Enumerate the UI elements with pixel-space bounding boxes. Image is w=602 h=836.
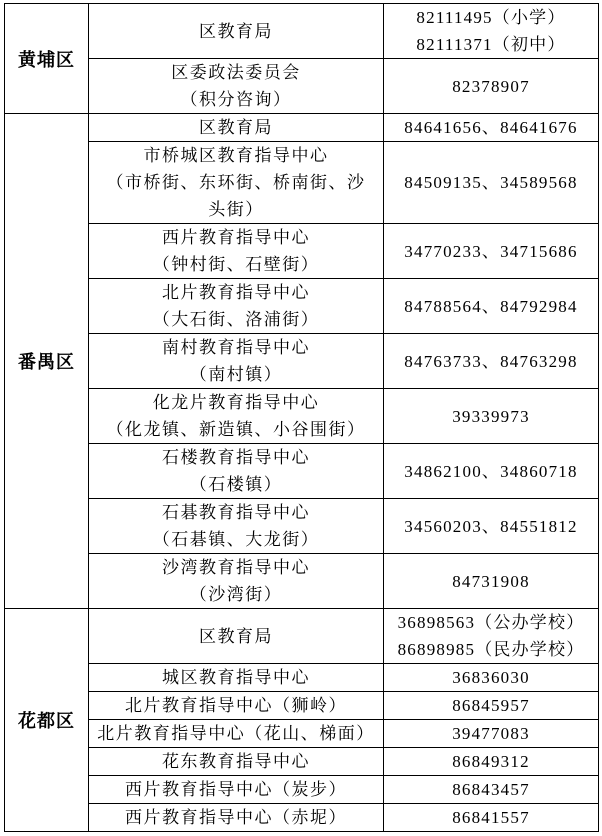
table-row [5, 776, 599, 804]
organization-name-line: 头街） [208, 200, 264, 219]
organization-name-line: （钟村街、石壁街） [152, 255, 320, 274]
table-row [5, 224, 599, 279]
organization-cell [89, 389, 384, 444]
organization-name-line: （积分咨询） [180, 90, 292, 109]
phone-cell [384, 334, 599, 389]
organization-name-line: 城区教育指导中心 [162, 668, 310, 687]
phone-number-line: 82111371（初中） [416, 35, 566, 54]
phone-cell [384, 748, 599, 776]
organization-name-line: 西片教育指导中心（赤坭） [125, 808, 347, 827]
table-row [5, 664, 599, 692]
contact-table-body [5, 4, 599, 832]
document-page [4, 3, 598, 832]
district-name-cell: 花都区 [5, 609, 89, 832]
table-row [5, 444, 599, 499]
organization-name-line: 石楼教育指导中心 [162, 448, 310, 467]
table-row [5, 804, 599, 832]
phone-cell [384, 664, 599, 692]
phone-number-line: 39477083 [452, 724, 530, 743]
table-row [5, 389, 599, 444]
table-row [5, 114, 599, 142]
organization-name-line: 市桥城区教育指导中心 [143, 146, 329, 165]
table-row [5, 334, 599, 389]
phone-cell [384, 554, 599, 609]
organization-name-line: 南村教育指导中心 [162, 338, 310, 357]
phone-cell [384, 142, 599, 224]
phone-number-line: 84509135、34589568 [404, 173, 578, 192]
phone-number-line: 86849312 [452, 752, 530, 771]
phone-number-line: 86843457 [452, 780, 530, 799]
organization-name-line: 区教育局 [199, 118, 273, 137]
phone-cell [384, 609, 599, 664]
organization-cell [89, 444, 384, 499]
phone-number-line: 39339973 [452, 406, 530, 426]
phone-number-line: 34560203、84551812 [404, 516, 578, 536]
organization-name-line: （化龙镇、新造镇、小谷围街） [106, 420, 366, 439]
organization-cell [89, 59, 384, 114]
table-row [5, 279, 599, 334]
organization-name-line: （石楼镇） [189, 475, 283, 494]
organization-name-line: 化龙片教育指导中心 [152, 393, 320, 412]
phone-cell [384, 59, 599, 114]
district-name-cell: 番禺区 [5, 114, 89, 609]
phone-cell [384, 499, 599, 554]
organization-name-line: （市桥街、东环街、桥南街、沙 [106, 173, 366, 192]
table-row [5, 499, 599, 554]
organization-name-line: （沙湾街） [189, 585, 283, 604]
organization-name-line: 北片教育指导中心（花山、梯面） [97, 724, 375, 743]
organization-cell [89, 609, 384, 664]
phone-cell [384, 114, 599, 142]
contact-table [4, 3, 599, 832]
phone-cell [384, 279, 599, 334]
phone-number-line: 84731908 [452, 571, 530, 591]
phone-number-line: 36836030 [452, 668, 530, 687]
organization-cell [89, 804, 384, 832]
phone-cell [384, 804, 599, 832]
organization-cell [89, 692, 384, 720]
organization-cell [89, 142, 384, 224]
phone-cell [384, 692, 599, 720]
table-row [5, 720, 599, 748]
phone-number-line: 86898985（民办学校） [397, 640, 585, 659]
organization-name-line: 西片教育指导中心 [162, 228, 310, 247]
organization-cell [89, 279, 384, 334]
organization-cell [89, 554, 384, 609]
table-row [5, 554, 599, 609]
district-name-cell: 黄埔区 [5, 4, 89, 114]
phone-cell [384, 720, 599, 748]
organization-cell [89, 499, 384, 554]
organization-cell [89, 224, 384, 279]
phone-number-line: 84763733、84763298 [404, 351, 578, 371]
organization-cell [89, 4, 384, 59]
phone-number-line: 82378907 [452, 76, 530, 96]
organization-name-line: （石碁镇、大龙街） [152, 530, 320, 549]
table-row [5, 4, 599, 59]
table-row [5, 142, 599, 224]
phone-cell [384, 389, 599, 444]
organization-name-line: 石碁教育指导中心 [162, 503, 310, 522]
organization-name-line: （南村镇） [189, 365, 283, 384]
organization-name-line: 区教育局 [199, 626, 273, 646]
phone-number-line: 34770233、34715686 [404, 241, 578, 261]
organization-cell [89, 664, 384, 692]
phone-cell [384, 224, 599, 279]
phone-number-line: 84641656、84641676 [404, 118, 578, 137]
phone-number-line: 36898563（公办学校） [397, 613, 585, 632]
organization-cell [89, 114, 384, 142]
table-row [5, 609, 599, 664]
organization-name-line: 区委政法委员会 [171, 63, 301, 82]
table-row [5, 59, 599, 114]
phone-number-line: 86845957 [452, 696, 530, 715]
organization-name-line: （大石街、洛浦街） [152, 310, 320, 329]
phone-cell [384, 444, 599, 499]
organization-name-line: 西片教育指导中心（炭步） [125, 780, 347, 799]
organization-name-line: 北片教育指导中心 [162, 283, 310, 302]
organization-cell [89, 776, 384, 804]
table-row [5, 748, 599, 776]
organization-cell [89, 748, 384, 776]
phone-cell [384, 4, 599, 59]
organization-cell [89, 720, 384, 748]
organization-name-line: 区教育局 [199, 21, 273, 41]
phone-number-line: 82111495（小学） [416, 8, 566, 27]
phone-number-line: 34862100、34860718 [404, 461, 578, 481]
organization-cell [89, 334, 384, 389]
table-row [5, 692, 599, 720]
phone-cell [384, 776, 599, 804]
phone-number-line: 86841557 [452, 808, 530, 827]
organization-name-line: 花东教育指导中心 [162, 752, 310, 771]
organization-name-line: 北片教育指导中心（狮岭） [125, 696, 347, 715]
organization-name-line: 沙湾教育指导中心 [162, 558, 310, 577]
phone-number-line: 84788564、84792984 [404, 296, 578, 316]
